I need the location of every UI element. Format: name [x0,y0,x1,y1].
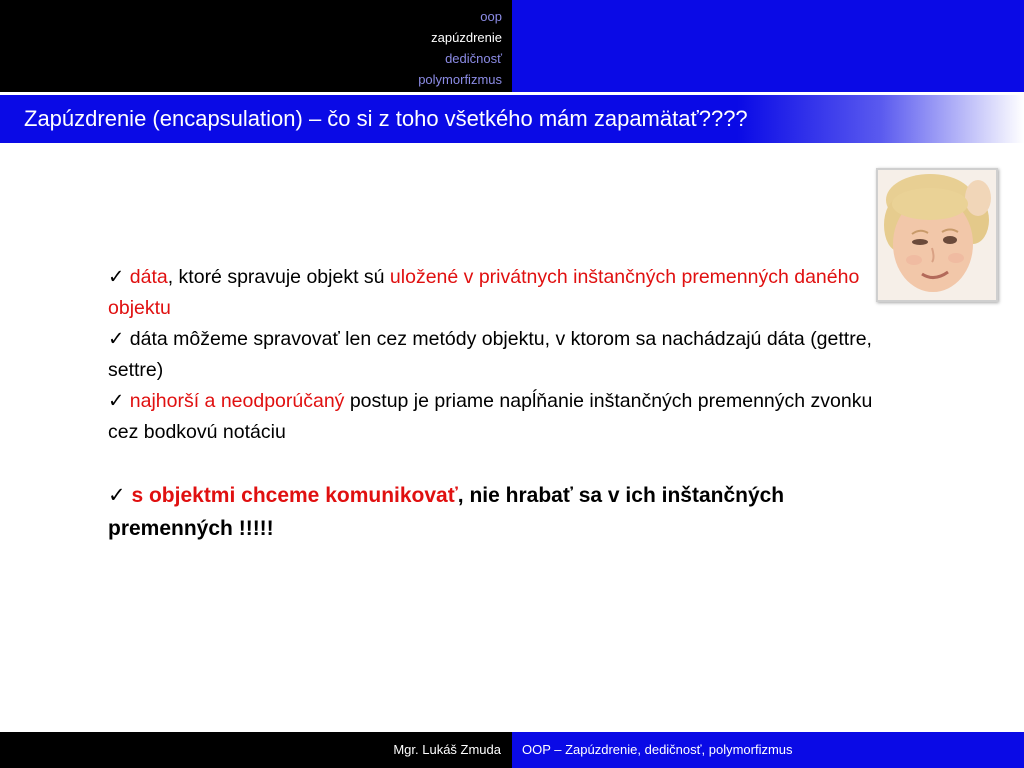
check-icon: ✓ [108,266,125,288]
bullet-item [108,324,908,386]
key-point-highlight: s objektmi chceme komunikovať [131,484,458,507]
nav-item-zapuzdrenie[interactable]: zapúzdrenie [431,30,502,45]
header-black-panel [0,0,512,92]
bullet-item [108,386,908,448]
header-blue-panel [512,0,1024,92]
bullet-text: dáta môžeme spravovať len cez metódy objektu, v ktorom sa nachádzajú dáta (gettre, settre) [108,328,872,381]
nav-item-dedicnost[interactable]: dedičnosť [445,51,502,66]
bullet-text: postup je priame napĺňanie inštančných premenných zvonku cez bodkovú notáciu [108,390,873,443]
bullet-text: , ktoré spravuje objekt sú [167,266,390,288]
slide-title: Zapúzdrenie (encapsulation) – čo si z toho všetkého mám zapamätať???? [24,106,748,131]
key-point [108,479,908,545]
nav-item-polymorfizmus[interactable]: polymorfizmus [418,72,502,87]
key-point-text: , nie hrabať sa v ich inštančných premenných !!!!! [108,484,785,540]
footer-blue-panel [512,732,1024,768]
bullet-text-highlight: dáta [129,266,168,288]
check-icon: ✓ [108,390,125,412]
spacer [108,448,908,479]
topic-nav [418,6,502,90]
bullet-text-highlight: uložené v privátnych inštančných premenných daného objektu [108,266,860,319]
slide-content [108,262,908,545]
title-bar [0,95,1024,143]
footer-course-title: OOP – Zapúzdrenie, dedičnosť, polymorfizmus [522,742,793,757]
check-icon: ✓ [108,484,126,507]
check-icon: ✓ [108,328,125,350]
bullet-item [108,262,908,324]
bullet-text-highlight: najhorší a neodporúčaný [129,390,345,412]
footer-black-panel [0,732,512,768]
nav-item-oop[interactable]: oop [480,9,502,24]
footer-author: Mgr. Lukáš Zmuda [393,742,501,757]
